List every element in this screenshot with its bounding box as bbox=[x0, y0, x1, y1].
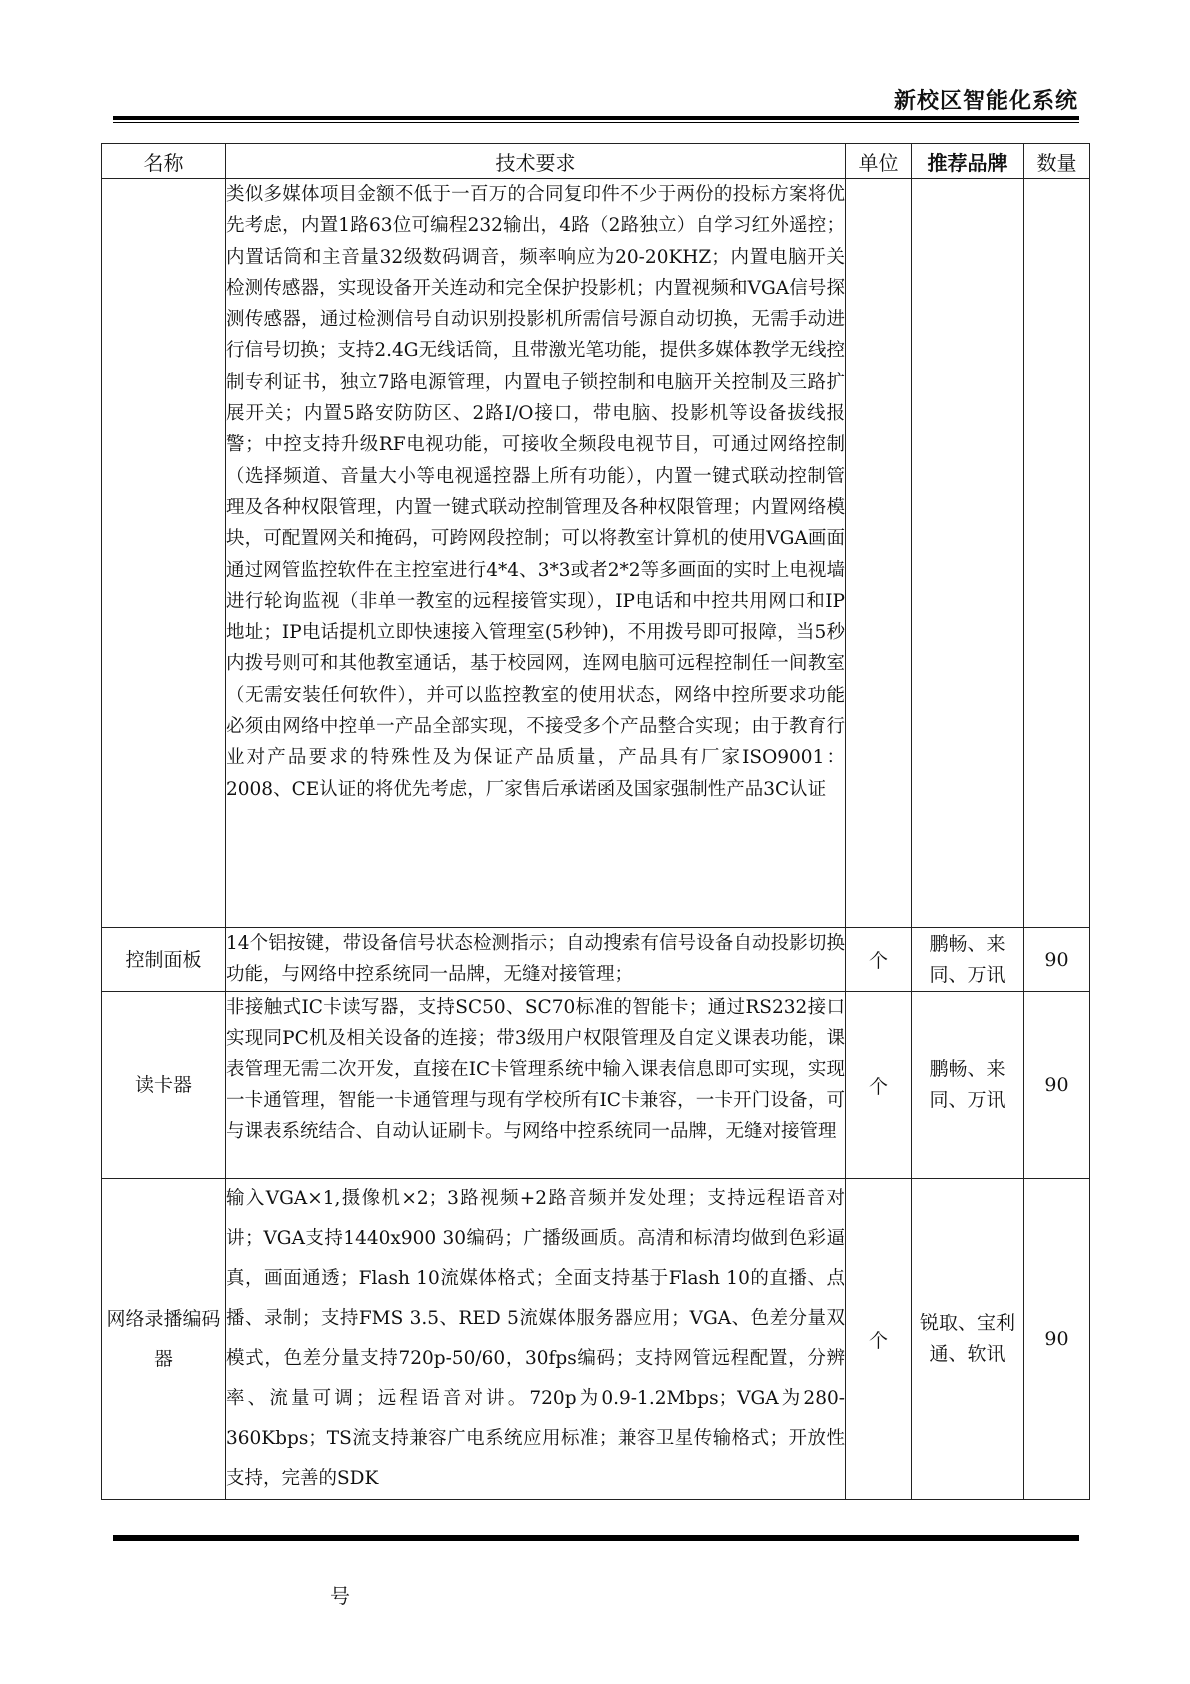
table-row bbox=[102, 992, 1090, 1179]
col-header-unit: 单位 bbox=[846, 144, 912, 179]
table-row bbox=[102, 179, 1090, 928]
footer-rule bbox=[113, 1535, 1079, 1541]
footer-page-label: 号 bbox=[330, 1584, 350, 1608]
header-rule-thick bbox=[113, 116, 1079, 120]
table-row bbox=[102, 928, 1090, 992]
row-unit: 个 bbox=[846, 1179, 912, 1500]
header-rule-thin bbox=[113, 122, 1079, 123]
row-qty bbox=[1024, 179, 1090, 928]
row-name: 读卡器 bbox=[102, 992, 226, 1179]
col-header-qty: 数量 bbox=[1024, 144, 1090, 179]
row-qty: 90 bbox=[1024, 992, 1090, 1179]
row-unit bbox=[846, 179, 912, 928]
col-header-requirement: 技术要求 bbox=[226, 144, 846, 179]
row-unit: 个 bbox=[846, 992, 912, 1179]
row-qty: 90 bbox=[1024, 1179, 1090, 1500]
row-requirement: 输入VGA×1,摄像机×2；3路视频+2路音频并发处理；支持远程语音对讲；VGA支持1440x900 30编码；广播级画质。高清和标清均做到色彩逼真，画面通透；Flash 10流媒体格式；全面支持基于Flash 10的直播、点播、录制；支持FMS 3.5、RED 5流媒体服务器应用；VGA、色差分量双模式，色差分量支持720p-50/60，30fps编码；支持网管远程配置，分辨率、流量可调；远程语音对讲。720p为0.9-1.2Mbps；VGA为280-360Kbps；TS流支持兼容广电系统应用标准；兼容卫星传输格式；开放性支持，完善的SDK bbox=[226, 1179, 846, 1500]
row-requirement: 14个铝按键，带设备信号状态检测指示；自动搜索有信号设备自动投影切换功能，与网络中控系统同一品牌，无缝对接管理； bbox=[226, 928, 846, 992]
row-brand: 鹏畅、来同、万讯 bbox=[912, 928, 1024, 992]
row-unit: 个 bbox=[846, 928, 912, 992]
row-name: 控制面板 bbox=[102, 928, 226, 992]
row-requirement: 非接触式IC卡读写器，支持SC50、SC70标准的智能卡；通过RS232接口实现同PC机及相关设备的连接；带3级用户权限管理及自定义课表功能，课表管理无需二次开发，直接在IC卡管理系统中输入课表信息即可实现，实现一卡通管理，智能一卡通管理与现有学校所有IC卡兼容，一卡开门设备，可与课表系统结合、自动认证刷卡。与网络中控系统同一品牌，无缝对接管理 bbox=[226, 992, 846, 1179]
col-header-brand: 推荐品牌 bbox=[912, 144, 1024, 179]
row-name bbox=[102, 179, 226, 928]
row-name: 网络录播编码器 bbox=[102, 1179, 226, 1500]
row-brand bbox=[912, 179, 1024, 928]
table-row bbox=[102, 1179, 1090, 1500]
row-requirement: 类似多媒体项目金额不低于一百万的合同复印件不少于两份的投标方案将优先考虑，内置1路63位可编程232输出，4路（2路独立）自学习红外遥控；内置话筒和主音量32级数码调音，频率响应为20-20KHZ；内置电脑开关检测传感器，实现设备开关连动和完全保护投影机；内置视频和VGA信号探测传感器，通过检测信号自动识别投影机所需信号源自动切换，无需手动进行信号切换；支持2.4G无线话筒，且带激光笔功能，提供多媒体教学无线控制专利证书，独立7路电源管理，内置电子锁控制和电脑开关控制及三路扩展开关；内置5路安防防区、2路I/O接口，带电脑、投影机等设备拔线报警；中控支持升级RF电视功能，可接收全频段电视节目，可通过网络控制（选择频道、音量大小等电视遥控器上所有功能），内置一键式联动控制管理及各种权限管理，内置一键式联动控制管理及各种权限管理；内置网络模块，可配置网关和掩码，可跨网段控制；可以将教室计算机的使用VGA画面通过网管监控软件在主控室进行4*4、3*3或者2*2等多画面的实时上电视墙进行轮询监视（非单一教室的远程接管实现），IP电话和中控共用网口和IP地址；IP电话提机立即快速接入管理室(5秒钟)，不用拨号即可报障，当5秒内拨号则可和其他教室通话，基于校园网，连网电脑可远程控制任一间教室（无需安装任何软件），并可以监控教室的使用状态，网络中控所要求功能必须由网络中控单一产品全部实现，不接受多个产品整合实现；由于教育行业对产品要求的特殊性及为保证产品质量，产品具有厂家ISO9001：2008、CE认证的将优先考虑，厂家售后承诺函及国家强制性产品3C认证 bbox=[226, 179, 846, 928]
row-brand: 锐取、宝利通、软讯 bbox=[912, 1179, 1024, 1500]
col-header-name: 名称 bbox=[102, 144, 226, 179]
spec-table bbox=[101, 143, 1090, 1500]
row-brand: 鹏畅、来同、万讯 bbox=[912, 992, 1024, 1179]
document-header-title: 新校区智能化系统 bbox=[893, 89, 1078, 114]
table-header-row bbox=[102, 144, 1090, 179]
row-qty: 90 bbox=[1024, 928, 1090, 992]
